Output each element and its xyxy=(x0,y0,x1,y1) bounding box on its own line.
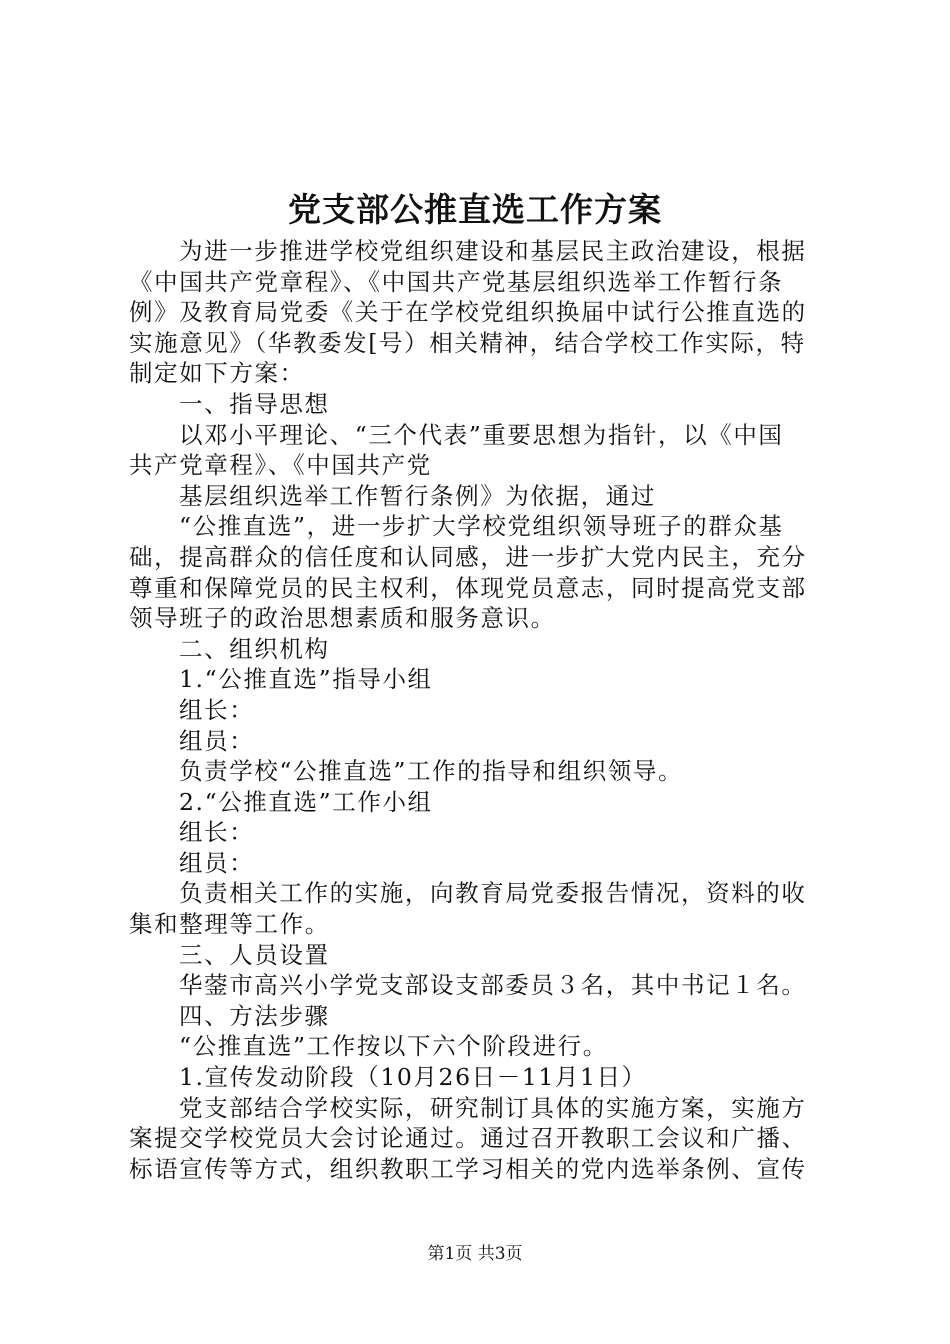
page-footer: 第1页 共3页 xyxy=(427,1244,523,1264)
paragraph-line: 以邓小平理论、“三个代表”重要思想为指针，以《中国 xyxy=(179,420,784,449)
paragraph-line: 组长： xyxy=(179,818,255,847)
paragraph-line: 标语宣传等方式，组织教职工学习相关的党内选举条例、宣传 xyxy=(129,1154,807,1183)
paragraph-line: 1.宣传发动阶段（10月26日－11月1日） xyxy=(179,1063,647,1092)
paragraph-line: 二、组织机构 xyxy=(179,634,330,663)
paragraph-line: 基层组织选举工作暂行条例》为依据，通过 xyxy=(179,481,656,510)
paragraph-line: 为进一步推进学校党组织建设和基层民主政治建设，根据 xyxy=(179,237,807,265)
paragraph-line: 共产党章程》、《中国共产党 xyxy=(129,451,432,480)
paragraph-line: 华蓥市高兴小学党支部设支部委员３名，其中书记１名。 xyxy=(179,971,807,1000)
paragraph-line: 组员： xyxy=(179,848,255,877)
paragraph-line: 《中国共产党章程》、《中国共产党基层组织选举工作暂行条 xyxy=(129,267,784,296)
paragraph-line: 一、指导思想 xyxy=(179,389,330,418)
paragraph-line: 领导班子的政治思想素质和服务意识。 xyxy=(129,604,556,633)
paragraph-line: 三、人员设置 xyxy=(179,940,330,969)
paragraph-line: 础，提高群众的信任度和认同感，进一步扩大党内民主，充分 xyxy=(129,542,807,571)
paragraph-line: 组长： xyxy=(179,695,255,724)
paragraph-line: 集和整理等工作。 xyxy=(129,910,330,939)
paragraph-line: 党支部结合学校实际，研究制订具体的实施方案，实施方 xyxy=(179,1093,807,1122)
paragraph-line: 案提交学校党员大会讨论通过。通过召开教职工会议和广播、 xyxy=(129,1124,807,1153)
document-body xyxy=(129,236,831,1184)
paragraph-line: 2.“公推直选”工作小组 xyxy=(179,787,433,816)
paragraph-line: 尊重和保障党员的民主权利，体现党员意志，同时提高党支部 xyxy=(129,573,807,602)
paragraph-line: “公推直选”，进一步扩大学校党组织领导班子的群众基 xyxy=(179,512,784,541)
paragraph-line: 组员： xyxy=(179,726,255,755)
paragraph-line: 实施意见》（华教委发[号）相关精神，结合学校工作实际，特 xyxy=(129,328,806,357)
document-title: 党支部公推直选工作方案 xyxy=(288,190,662,229)
paragraph-line: 例》及教育局党委《关于在学校党组织换届中试行公推直选的 xyxy=(129,298,807,327)
paragraph-line: 负责学校“公推直选”工作的指导和组织领导。 xyxy=(179,757,684,786)
paragraph-line: 制定如下方案： xyxy=(129,359,305,388)
paragraph-line: “公推直选”工作按以下六个阶段进行。 xyxy=(179,1032,608,1061)
paragraph-line: 负责相关工作的实施，向教育局党委报告情况，资料的收 xyxy=(179,879,807,908)
paragraph-line: 1.“公推直选”指导小组 xyxy=(179,665,433,694)
paragraph-line: 四、方法步骤 xyxy=(179,1001,330,1030)
